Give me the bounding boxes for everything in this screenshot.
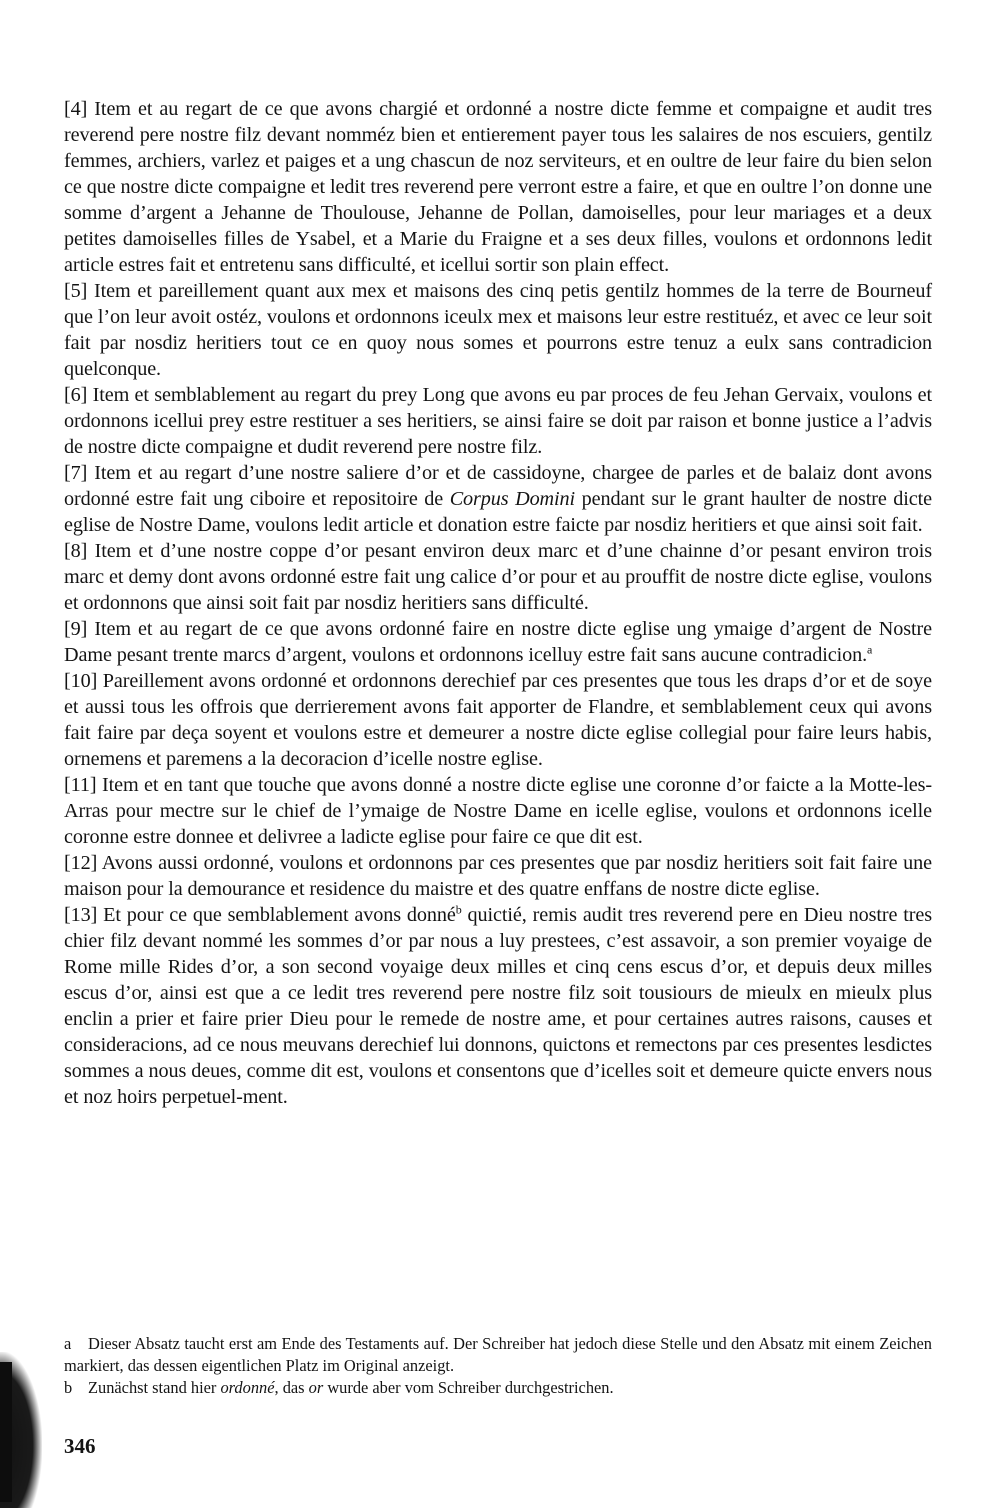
paragraph-7-italic-term: Corpus Domini (449, 488, 576, 510)
paragraph-11: [11] Item et en tant que touche que avons donné a nostre dicte eglise une coronne d’or faicte a la Motte-les-Arras pour mectre sur le chief de l’ymaige de Nostre Dame en icelle eglise, voulons et ordonnons icelle coronne estre donnee et delivree a ladicte eglise pour faire ce que dit est. (64, 774, 932, 848)
footnote-b (64, 1377, 932, 1399)
paragraph-10: [10] Pareillement avons ordonné et ordonnons derechief par ces presentes que tous les draps d’or et de soye et aussi tous les offrois que derrierement avons fait apporter de Flandre, et semblablement ceux qui avons fait faire par deça soyent et voulons estre et demeurer a nostre dicte eglise collegial pour faire leurs habis, ornemens et paremens a la decoracion d’icelle nostre eglise. (64, 670, 932, 770)
footnote-b-text-middle: , das (274, 1378, 309, 1397)
footnote-a (64, 1333, 932, 1377)
footnote-b-text-end: wurde aber vom Schreiber durchgestrichen. (323, 1378, 614, 1397)
paragraph-5: [5] Item et pareillement quant aux mex et maisons des cinq petis gentilz hommes de la terre de Bourneuf que l’on leur avoit ostéz, voulons et ordonnons iceulx mex et maisons leur estre restituéz, et avec ce leur soit fait par nosdiz heritiers tout ce en quoy nous somes et pourrons estre tenuz a eulx sans contradicion quelconque. (64, 280, 932, 380)
main-text-block (64, 96, 932, 1110)
paragraph-8: [8] Item et d’une nostre coppe d’or pesant environ deux marc et d’une chainne d’or pesant environ trois marc et demy dont avons ordonné estre fait ung calice d’or pour et au prouffit de nostre dicte eglise, voulons et ordonnons que ainsi soit fait par nosdiz heritiers sans difficulté. (64, 540, 932, 614)
footnote-a-text: Dieser Absatz taucht erst am Ende des Testaments auf. Der Schreiber hat jedoch diese Stelle und den Absatz mit einem Zeichen markiert, das dessen eigentlichen Platz im Original anzeigt. (64, 1334, 932, 1375)
footnote-b-italic-or: or (308, 1378, 324, 1397)
scan-shadow-edge (0, 1362, 12, 1502)
footnotes (64, 1333, 932, 1399)
paragraph-9 (64, 616, 932, 668)
paragraph-9-text: [9] Item et au regart de ce que avons ordonné faire en nostre dicte eglise ung ymaige d’argent de Nostre Dame pesant trente marcs d’argent, voulons et ordonnons icelluy estre fait sans aucune contradicion. (64, 618, 932, 666)
footnote-b-text-start: Zunächst stand hier (88, 1378, 221, 1397)
footnote-b-italic-ordonne: ordonné (220, 1378, 275, 1397)
paragraph-7 (64, 460, 932, 538)
paragraph-4: [4] Item et au regart de ce que avons chargié et ordonné a nostre dicte femme et compaigne et audit tres reverend pere nostre filz devant nomméz bien et entierement payer tous les salaires de nos escuiers, gentilz femmes, archiers, varlez et paiges et a ung chascun de noz serviteurs, et en oultre de leur faire du bien selon ce que nostre dicte compaigne et ledit tres reverend pere verront estre a faire, et que en oultre l’on donne une somme d’argent a Jehanne de Thoulouse, Jehanne de Pollan, damoiselles, pour leur mariages et a deux petites damoiselles filles de Ysabel, et a Marie du Fraigne et a ses deux filles, voulons et ordonnons ledit article estres fait et entretenu sans difficulté, et icellui sortir son plain effect. (64, 98, 932, 276)
paragraph-13-text-start: [13] Et pour ce que semblablement avons donné (64, 904, 456, 926)
paragraph-7-text-start: [7] Item et au regart d’une nostre saliere d’or et de cassidoyne, chargee de parles et de balaiz dont avons ordonné estre fait ung ciboire et repositoire de (64, 462, 932, 510)
footnote-b-mark: b (64, 1378, 73, 1397)
footnote-a-mark: a (64, 1334, 72, 1353)
paragraph-13 (64, 902, 932, 1110)
footnote-ref-b: b (455, 902, 462, 917)
page-number: 346 (64, 1434, 96, 1458)
paragraph-7-text-end: pendant sur le grant haulter de nostre dicte eglise de Nostre Dame, voulons ledit article et donation estre faicte par nosdiz heritiers et que ainsi soit fait. (64, 488, 932, 536)
paragraph-6: [6] Item et semblablement au regart du prey Long que avons eu par proces de feu Jehan Gervaix, voulons et ordonnons icellui prey estre restituer a ses heritiers, se ainsi faire se doit par raison et bonne justice a l’advis de nostre dicte compaigne et dudit reverend pere nostre filz. (64, 384, 932, 458)
paragraph-13-text-end: quictié, remis audit tres reverend pere en Dieu nostre tres chier filz devant nommé les sommes d’or par nous a luy prestees, c’est assavoir, a son premier voyaige de Rome mille Rides d’or, a son second voyaige deux milles et cinq cens escus d’or, et depuis deux milles escus d’or, ainsi est que a ce ledit tres reverend pere nostre filz soit tousiours de mieulx en mieulx plus enclin a prier et faire prier Dieu pour le remede de nostre ame, et pour certaines autres raisons, causes et consideracions, ad ce nous meuvans derechief lui donnons, quictons et remectons par ces presentes lesdictes sommes a nous deues, comme dit est, voulons et consentons que d’icelles soit et demeure quicte envers nous et noz hoirs perpetuel-ment. (64, 904, 932, 1108)
paragraph-12: [12] Avons aussi ordonné, voulons et ordonnons par ces presentes que par nosdiz heritiers soit fait faire une maison pour la demourance et residence du maistre et des quatre enffans de nostre dicte eglise. (64, 852, 932, 900)
footnote-ref-a: a (867, 642, 873, 657)
